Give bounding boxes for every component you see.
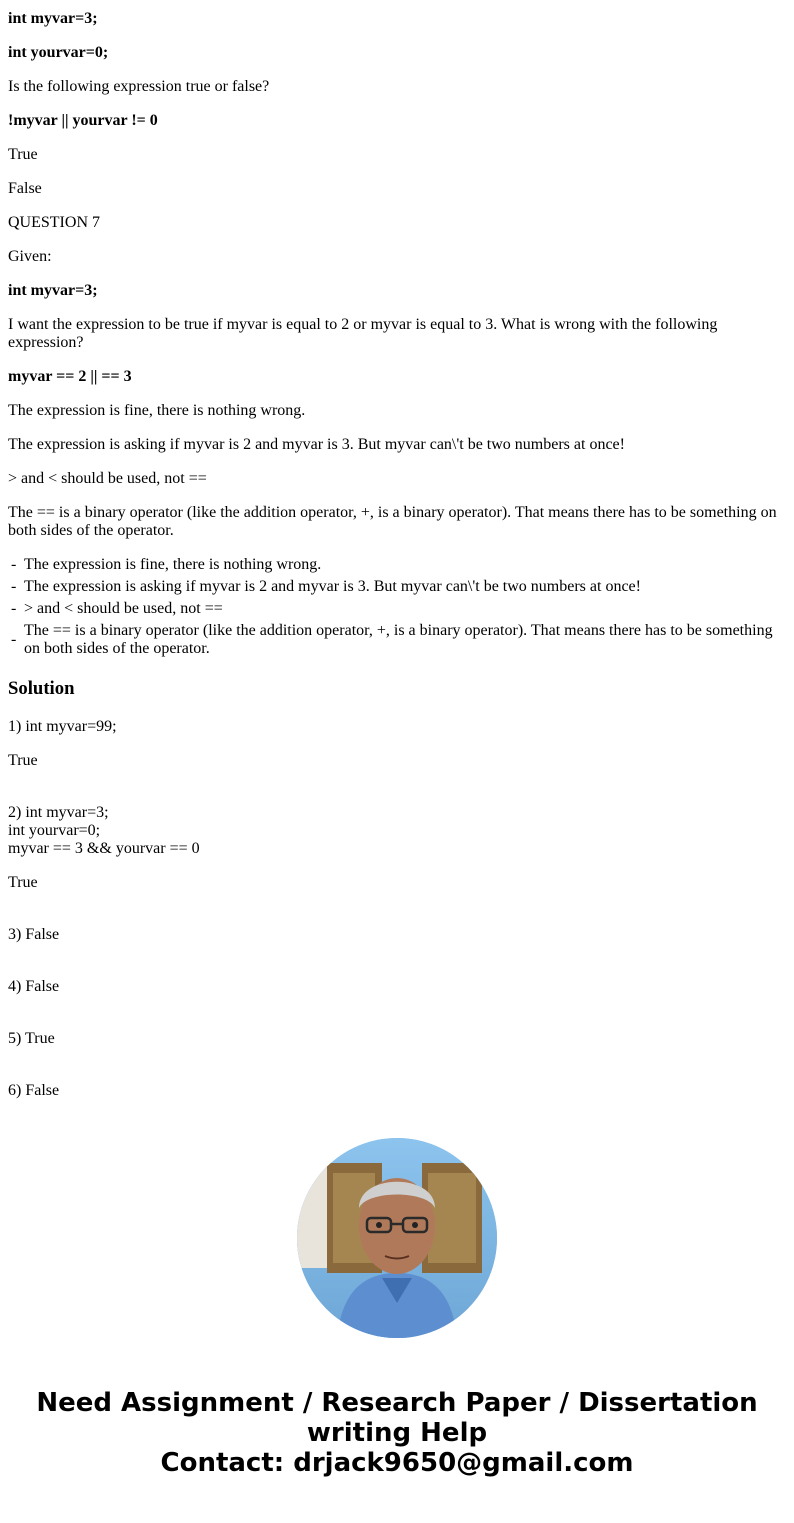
question-7-expression: myvar == 2 || == 3	[8, 368, 132, 385]
solution-6: 6) False	[8, 1082, 60, 1099]
list-item-text: The expression is fine, there is nothing wrong.	[24, 556, 322, 573]
solution-2-line-1: 2) int myvar=3;	[8, 804, 109, 821]
list-dash: -	[11, 600, 17, 617]
author-portrait-image	[297, 1138, 497, 1338]
list-item	[8, 600, 786, 618]
given-code: int myvar=3;	[8, 282, 98, 299]
question-7-prompt: I want the expression to be true if myvar is equal to 2 or myvar is equal to 3. What is wrong with the following expression?	[8, 316, 718, 351]
solution-1-line: 1) int myvar=99;	[8, 718, 117, 735]
solution-1-answer: True	[8, 752, 38, 769]
options-list	[8, 556, 786, 658]
option-3: > and < should be used, not ==	[8, 470, 207, 487]
option-4: The == is a binary operator (like the addition operator, +, is a binary operator). That means there has to be something on both sides of the operator.	[8, 504, 777, 539]
solution-2-code	[8, 804, 786, 858]
given-label: Given:	[8, 248, 52, 265]
author-photo-area	[8, 1138, 786, 1338]
solution-2-line-2: int yourvar=0;	[8, 822, 101, 839]
list-dash: -	[11, 556, 17, 573]
option-2: The expression is asking if myvar is 2 and myvar is 3. But myvar can\'t be two numbers at once!	[8, 436, 625, 453]
option-true: True	[8, 146, 38, 163]
solution-2-answer: True	[8, 874, 38, 891]
cta-line-2: writing Help	[306, 1418, 488, 1448]
solution-3: 3) False	[8, 926, 60, 943]
solution-2-line-3: myvar == 3 && yourvar == 0	[8, 840, 200, 857]
cta-line-1: Need Assignment / Research Paper / Dissertation	[36, 1388, 758, 1418]
list-item-text: The expression is asking if myvar is 2 and myvar is 3. But myvar can\'t be two numbers at once!	[24, 578, 641, 595]
list-item	[8, 556, 786, 574]
contact-banner	[8, 1388, 786, 1478]
code-line-yourvar: int yourvar=0;	[8, 44, 109, 61]
list-item-text: > and < should be used, not ==	[24, 600, 223, 617]
list-item-text: The == is a binary operator (like the addition operator, +, is a binary operator). That means there has to be something on both sides of the operator.	[24, 622, 773, 657]
option-false: False	[8, 180, 42, 197]
cta-line-3: Contact: drjack9650@gmail.com	[160, 1448, 634, 1478]
solution-4: 4) False	[8, 978, 60, 995]
question-prompt: Is the following expression true or false?	[8, 78, 270, 95]
solution-heading: Solution	[8, 678, 75, 699]
list-item	[8, 578, 786, 596]
solution-5: 5) True	[8, 1030, 55, 1047]
list-dash: -	[11, 578, 17, 595]
question-7-heading: QUESTION 7	[8, 214, 100, 231]
author-avatar	[297, 1138, 497, 1338]
option-1: The expression is fine, there is nothing wrong.	[8, 402, 306, 419]
list-item	[8, 622, 786, 658]
code-line-myvar: int myvar=3;	[8, 10, 98, 27]
question-expression: !myvar || yourvar != 0	[8, 112, 158, 129]
list-dash: -	[11, 631, 17, 648]
